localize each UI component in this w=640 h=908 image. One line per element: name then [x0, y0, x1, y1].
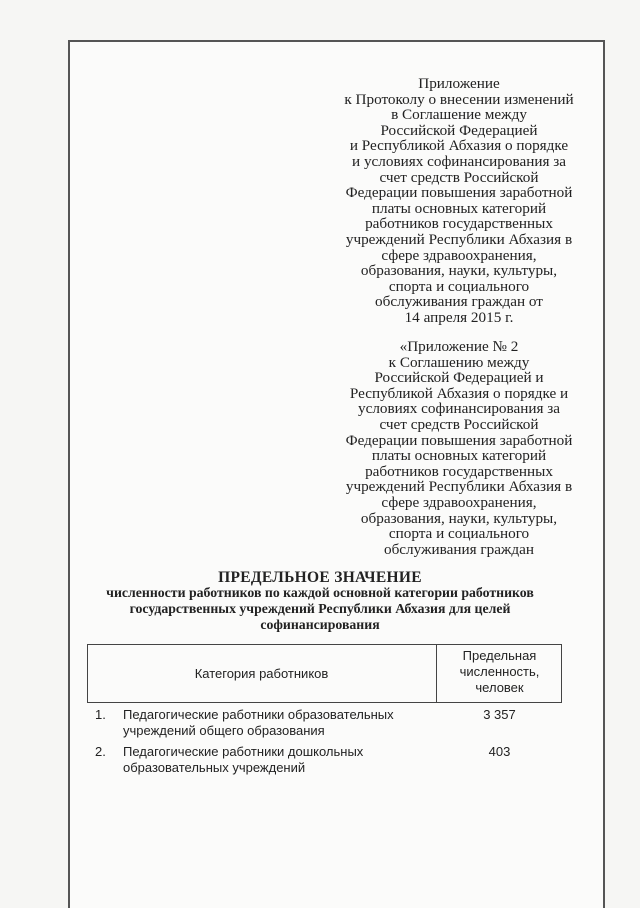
annex-line: учреждений Республики Абхазия в — [345, 478, 573, 496]
subtitle-line: софинансирования — [260, 617, 380, 632]
annex-line: 14 апреля 2015 г. — [404, 308, 514, 326]
annex-line: платы основных категорий — [371, 447, 547, 465]
annex-line: платы основных категорий — [371, 199, 547, 217]
annex-line: в Соглашение между — [391, 106, 527, 124]
annex-line: Российской Федерацией — [380, 121, 538, 139]
row-category — [123, 744, 423, 776]
row-number: 1. — [95, 707, 106, 722]
header-limit-line: Предельная — [462, 648, 537, 663]
subtitle-line: численности работников по каждой основной категории работников — [106, 585, 534, 600]
document-title: ПРЕДЕЛЬНОЕ ЗНАЧЕНИЕ — [218, 569, 422, 586]
row-category-line: учреждений общего образования — [123, 723, 325, 738]
annex-line: сфере здравоохранения, — [381, 493, 537, 511]
annex-line: Республикой Абхазия о порядке и — [349, 384, 569, 402]
annex-line: Федерации повышения заработной — [345, 184, 573, 202]
annex-line: сфере здравоохранения, — [381, 246, 537, 264]
annex-line: спорта и социального — [388, 277, 530, 295]
annex-line: счет средств Российской — [379, 168, 539, 186]
row-category — [123, 707, 423, 739]
annex-line: учреждений Республики Абхазия в — [345, 230, 573, 248]
document-subtitle — [60, 585, 580, 633]
annex-line: образования, науки, культуры, — [360, 509, 558, 527]
annex-line: работников государственных — [365, 462, 553, 480]
annex-line: и условиях софинансирования за — [352, 152, 566, 170]
annex-line: и Республикой Абхазия о порядке — [349, 137, 569, 155]
row-value: 3 357 — [483, 707, 516, 722]
annex-line: обслуживания граждан — [383, 540, 535, 558]
row-category-line: Педагогические работники дошкольных — [123, 744, 364, 759]
annex-line: Приложение — [418, 75, 500, 92]
annex-reference-quoted — [340, 339, 578, 557]
row-value: 403 — [488, 744, 511, 759]
annex-reference-main — [340, 76, 578, 326]
annex-line: условиях софинансирования за — [357, 400, 561, 418]
annex-line: Федерации повышения заработной — [345, 431, 573, 449]
subtitle-line: государственных учреждений Республики Абхазия для целей — [129, 601, 511, 616]
annex-line: «Приложение № 2 — [399, 338, 519, 355]
annex-line: работников государственных — [365, 215, 553, 233]
annex-line: к Соглашению между — [388, 353, 530, 371]
header-category: Категория работников — [194, 666, 329, 681]
annex-line: образования, науки, культуры, — [360, 262, 558, 280]
annex-line: обслуживания граждан от — [375, 293, 543, 311]
header-limit-line: человек — [475, 680, 524, 695]
row-category-line: Педагогические работники образовательных — [123, 707, 394, 722]
header-limit-line: численность, — [459, 664, 540, 679]
annex-line: к Протоколу о внесении изменений — [344, 90, 574, 108]
row-category-line: образовательных учреждений — [123, 760, 306, 775]
annex-line: Российской Федерацией и — [374, 369, 544, 387]
header-limit — [437, 648, 562, 696]
row-number: 2. — [95, 744, 106, 759]
annex-line: счет средств Российской — [379, 415, 539, 433]
annex-line: спорта и социального — [388, 525, 530, 543]
